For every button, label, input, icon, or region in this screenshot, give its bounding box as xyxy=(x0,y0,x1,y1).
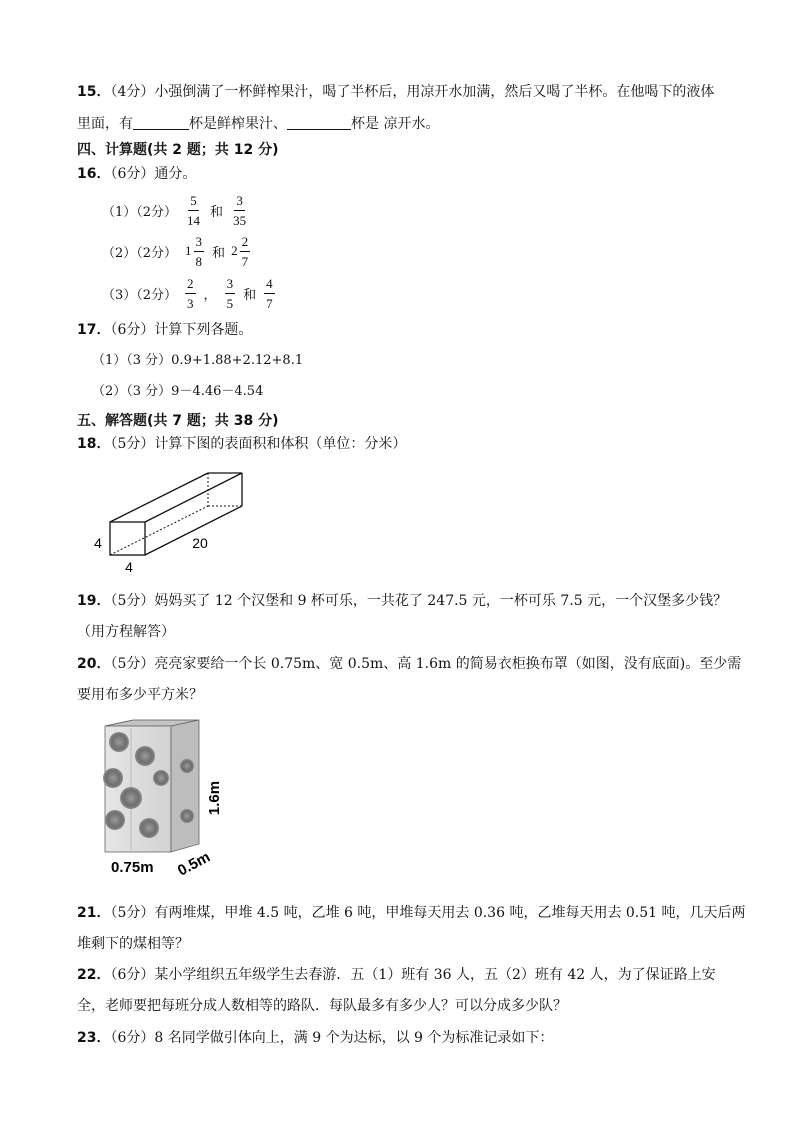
wardrobe-photo xyxy=(95,716,235,884)
q15-score: （4分） xyxy=(110,84,155,100)
q15-blank-juice[interactable] xyxy=(133,113,189,130)
cuboid-front-face xyxy=(110,522,145,555)
q15-text-2a: 里面，有 xyxy=(77,116,133,132)
cuboid-diagram xyxy=(90,466,260,581)
q19-line1 xyxy=(77,591,727,611)
cuboid-length-label: 20 xyxy=(192,535,208,551)
q22-line2: 全，老师要把每班分成人数相等的路队．每队最多有多少人？可以分成多少队？ xyxy=(77,998,567,1014)
and-word: 和 xyxy=(243,287,257,303)
q22-line1 xyxy=(77,965,716,985)
q15-number: 15． xyxy=(77,84,111,100)
denominator: 5 xyxy=(226,295,234,311)
wardrobe-height-label: 1.6m xyxy=(206,780,223,816)
cuboid-height-label: 4 xyxy=(94,535,102,551)
denominator: 8 xyxy=(195,253,203,269)
q22-score: （6分） xyxy=(110,967,155,983)
q20-line2: 要用布多少平方米？ xyxy=(77,687,203,703)
pattern-dot xyxy=(139,818,159,838)
wardrobe-width-label: 0.5m xyxy=(174,848,214,880)
q17-text: 计算下列各题。 xyxy=(154,322,253,338)
q15-text-2c: 杯是 凉开水。 xyxy=(351,116,440,132)
whole-number: 2 xyxy=(231,243,238,258)
q23-text: 8 名同学做引体向上，满 9 个为达标，以 9 个为标准记录如下： xyxy=(154,1030,554,1046)
pattern-dot xyxy=(109,732,129,752)
numerator: 5 xyxy=(188,193,199,211)
q16-part3-label: （3）（2分） xyxy=(102,287,178,303)
q17-line xyxy=(77,320,252,340)
numerator: 3 xyxy=(234,193,245,211)
q20-line1 xyxy=(77,654,741,674)
wardrobe-length-label: 0.75m xyxy=(111,859,154,876)
q15-text-2b: 杯是鲜榨果汁、 xyxy=(189,116,287,132)
q16-number: 16． xyxy=(77,166,111,182)
q18-text: 计算下图的表面积和体积（单位：分米） xyxy=(154,436,407,452)
denominator: 3 xyxy=(187,295,194,311)
pattern-dot xyxy=(120,787,142,809)
denominator: 35 xyxy=(233,212,247,228)
pattern-dot xyxy=(103,768,123,788)
q19-score: （5分） xyxy=(110,593,155,609)
pattern-dot xyxy=(105,810,125,830)
comma: ， xyxy=(203,287,217,303)
numerator: 4 xyxy=(264,276,275,294)
q21-line1 xyxy=(77,903,746,923)
q17-part2: （2）（3 分）9－4.46－4.54 xyxy=(92,384,264,399)
fraction xyxy=(185,276,196,311)
q16-part2 xyxy=(102,231,254,271)
q20-score: （5分） xyxy=(110,656,155,672)
pattern-dot xyxy=(135,746,155,766)
q15-text-1: 小强倒满了一杯鲜榨果汁，喝了半杯后，用凉开水加满，然后又喝了半杯。在他喝下的液体 xyxy=(154,84,715,100)
q23-line xyxy=(77,1028,553,1048)
pattern-dot xyxy=(180,759,194,773)
fraction xyxy=(225,276,236,311)
q21-score: （5分） xyxy=(110,905,155,921)
q19-number: 19． xyxy=(77,593,111,609)
q21-text-1: 有两堆煤，甲堆 4.5 吨，乙堆 6 吨，甲堆每天用去 0.36 吨，乙堆每天用去 0.51 吨，几天后两 xyxy=(154,905,746,921)
q18-score: （5分） xyxy=(110,436,155,452)
q18-number: 18． xyxy=(77,436,111,452)
numerator: 2 xyxy=(240,234,251,252)
q16-text: 通分。 xyxy=(154,166,197,182)
q16-score: （6分） xyxy=(110,166,155,182)
fraction xyxy=(264,276,275,311)
q21-line2: 堆剩下的煤相等？ xyxy=(77,936,189,952)
q15-line2 xyxy=(77,113,439,134)
fraction xyxy=(194,234,205,269)
q15-blank-water[interactable] xyxy=(287,113,351,130)
q17-score: （6分） xyxy=(110,322,155,338)
wardrobe-side xyxy=(171,720,199,852)
fraction xyxy=(231,193,248,228)
fraction xyxy=(185,193,202,228)
denominator: 14 xyxy=(187,212,201,228)
q16-part1-label: （1）（2分） xyxy=(102,204,178,220)
pattern-dot xyxy=(180,809,194,823)
q16-part1 xyxy=(102,190,252,230)
numerator: 3 xyxy=(225,276,236,294)
q19-line2: （用方程解答） xyxy=(77,624,175,640)
q17-number: 17． xyxy=(77,322,111,338)
and-word: 和 xyxy=(210,204,224,220)
q15-line1 xyxy=(77,82,714,102)
section-4-heading: 四、计算题(共 2 题；共 12 分) xyxy=(77,142,279,158)
q16-part2-label: （2）（2分） xyxy=(102,245,178,261)
numerator: 2 xyxy=(185,276,196,294)
denominator: 7 xyxy=(241,253,249,269)
q23-number: 23． xyxy=(77,1030,111,1046)
and-word: 和 xyxy=(212,245,226,261)
fraction xyxy=(240,234,251,269)
q17-part1: （1）（3 分）0.9+1.88+2.12+8.1 xyxy=(92,353,304,368)
q16-line xyxy=(77,164,196,184)
whole-number: 1 xyxy=(185,243,192,258)
q22-number: 22． xyxy=(77,967,111,983)
q20-number: 20． xyxy=(77,656,111,672)
pattern-dot xyxy=(153,770,169,786)
q23-score: （6分） xyxy=(110,1030,155,1046)
q16-part3 xyxy=(102,273,279,313)
q21-number: 21． xyxy=(77,905,111,921)
q19-text-1: 妈妈买了 12 个汉堡和 9 杯可乐，一共花了 247.5 元，一杯可乐 7.5 元，一个汉堡多少钱？ xyxy=(154,593,728,609)
q20-text-1: 亮亮家要给一个长 0.75m、宽 0.5m、高 1.6m 的简易衣柜换布罩（如图，没有底面)。至少需 xyxy=(154,656,742,672)
section-5-heading: 五、解答题(共 7 题；共 38 分) xyxy=(77,413,279,429)
q18-line xyxy=(77,434,406,454)
q22-text-1: 某小学组织五年级学生去春游．五（1）班有 36 人，五（2）班有 42 人，为了保证路上安 xyxy=(154,967,716,983)
denominator: 7 xyxy=(266,295,273,311)
numerator: 3 xyxy=(194,234,205,252)
cuboid-width-label: 4 xyxy=(125,559,133,575)
